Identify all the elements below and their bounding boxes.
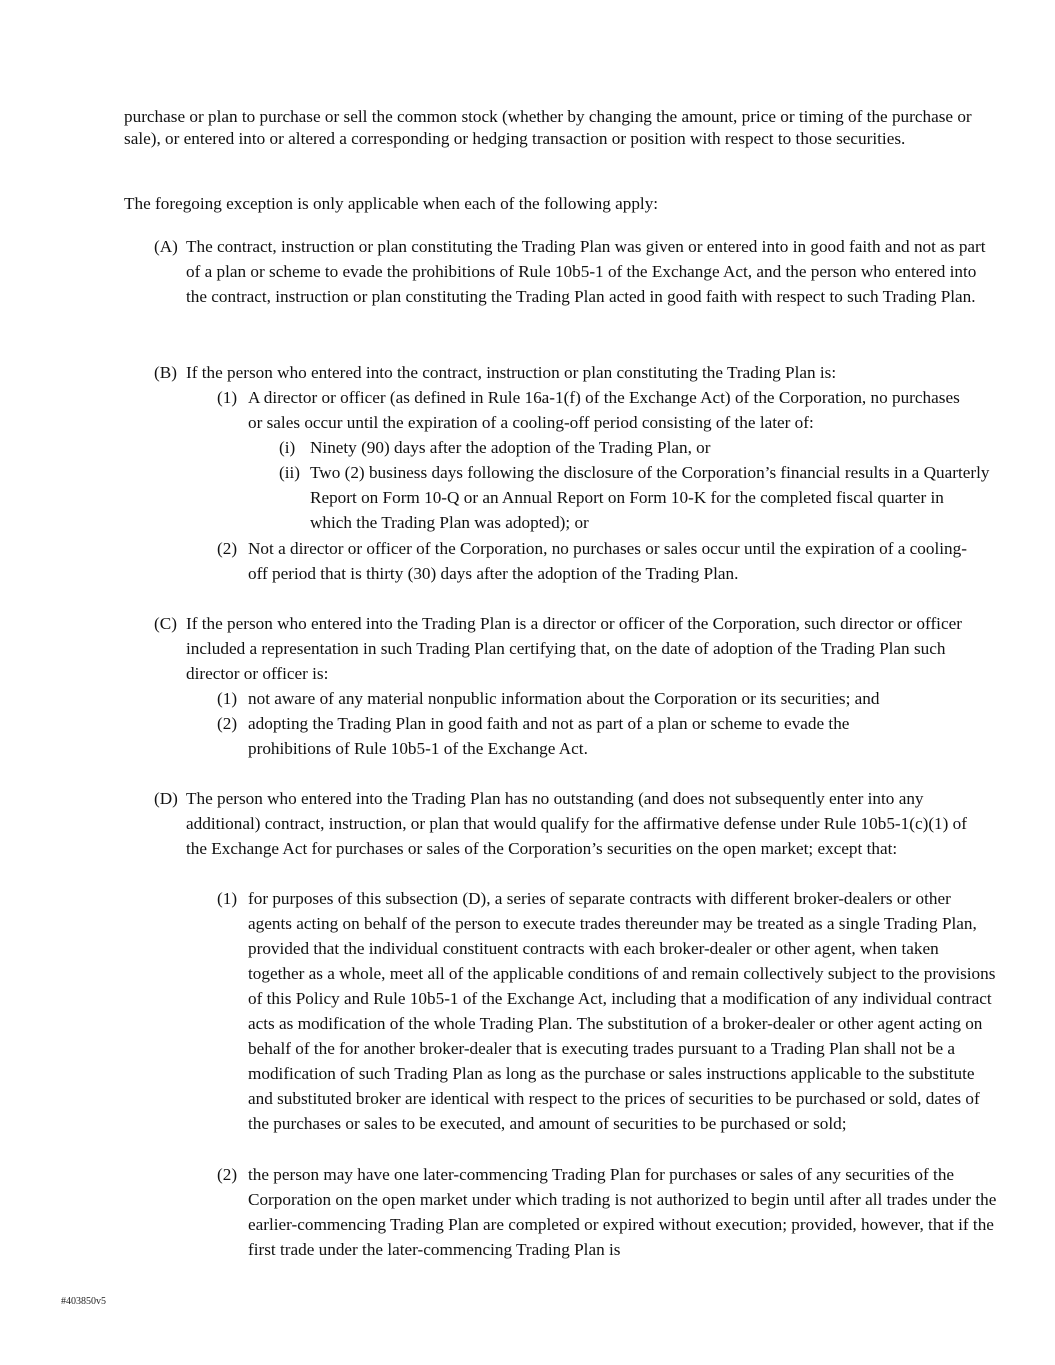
condition-c-item-2 [217, 711, 928, 761]
condition-a [154, 234, 998, 309]
condition-b-subitem-ii-label: (ii) [279, 463, 300, 482]
condition-b-subitem-i-text: Ninety (90) days after the adoption of the Trading Plan, or [310, 438, 711, 457]
condition-c [154, 611, 998, 686]
condition-c-item-1 [217, 686, 998, 711]
condition-b-text: If the person who entered into the contract, instruction or plan constituting the Trading Plan is: [186, 363, 837, 382]
condition-b-item-1 [217, 385, 978, 435]
condition-d-item-2-text: the person may have one later-commencing Trading Plan for purchases or sales of any securities of the Corporation on the open market under which trading is not authorized to begin until after all trades under the earlier-commencing Trading Plan are completed or expired without execution; provided, however, that if the first trade under the later-commencing Trading Plan is [248, 1165, 997, 1259]
condition-c-item-2-text: adopting the Trading Plan in good faith and not as part of a plan or scheme to evade the prohibitions of Rule 10b5-1 of the Exchange Act. [248, 714, 850, 758]
condition-b-item-2-label: (2) [217, 539, 238, 558]
condition-b-item-2-text: Not a director or officer of the Corporation, no purchases or sales occur until the expiration of a cooling-off period that is thirty (30) days after the adoption of the Trading Plan. [248, 539, 967, 583]
intro-paragraph: purchase or plan to purchase or sell the common stock (whether by changing the amount, price or timing of the purchase or sale), or entered into or altered a corresponding or hedging transaction or position with respect to those securities. [124, 107, 972, 148]
condition-c-label: (C) [154, 614, 177, 633]
condition-d-item-2-label: (2) [217, 1165, 238, 1184]
condition-b-item-1-text: A director or officer (as defined in Rule 16a-1(f) of the Exchange Act) of the Corporation, no purchases or sales occur until the expiration of a cooling-off period consisting of the later of: [248, 388, 960, 432]
document-id-footer: #403850v5 [61, 1296, 106, 1307]
condition-d [154, 786, 986, 861]
condition-d-item-1-label: (1) [217, 889, 238, 908]
condition-b [154, 360, 998, 385]
condition-b-subitem-ii-text: Two (2) business days following the disclosure of the Corporation’s financial results in a Quarterly Report on Form 10-Q or an Annual Report on Form 10-K for the completed fiscal quarter in which the Trading Plan was adopted); or [310, 463, 990, 532]
condition-d-text: The person who entered into the Trading Plan has no outstanding (and does not subsequently enter into any additional) contract, instruction, or plan that would qualify for the affirmative defense under Rule 10b5-1(c)(1) of the Exchange Act for purchases or sales of the Corporation’s securities on the open market; except that: [186, 789, 967, 858]
condition-d-item-1 [217, 886, 998, 1136]
condition-a-label: (A) [154, 237, 178, 256]
exception-intro: The foregoing exception is only applicable when each of the following apply: [124, 194, 659, 213]
condition-c-item-2-label: (2) [217, 714, 238, 733]
condition-b-subitem-i-label: (i) [279, 438, 296, 457]
condition-b-subitem-i [279, 435, 990, 460]
condition-c-item-1-text: not aware of any material nonpublic information about the Corporation or its securities; and [248, 689, 880, 708]
condition-b-item-1-label: (1) [217, 388, 238, 407]
condition-c-item-1-label: (1) [217, 689, 238, 708]
condition-d-item-2 [217, 1162, 998, 1262]
condition-b-label: (B) [154, 363, 177, 382]
condition-b-item-2 [217, 536, 984, 586]
condition-a-text: The contract, instruction or plan constituting the Trading Plan was given or entered into in good faith and not as part of a plan or scheme to evade the prohibitions of Rule 10b5-1 of the Exchange Act, and the person who entered into the contract, instruction or plan constituting the Trading Plan acted in good faith with respect to such Trading Plan. [186, 237, 986, 306]
condition-b-subitem-ii [279, 460, 990, 535]
condition-c-text: If the person who entered into the Trading Plan is a director or officer of the Corporation, such director or officer included a representation in such Trading Plan certifying that, on the date of adoption of the Trading Plan such director or officer is: [186, 614, 962, 683]
condition-d-label: (D) [154, 789, 178, 808]
condition-d-item-1-text: for purposes of this subsection (D), a series of separate contracts with different broker-dealers or other agents acting on behalf of the person to execute trades thereunder may be treated as a single Trading Plan, provided that the individual constituent contracts with each broker-dealer or other agent, when taken together as a whole, meet all of the applicable conditions of and remain collectively subject to the provisions of this Policy and Rule 10b5-1 of the Exchange Act, including that a modification of any individual contract acts as modification of the whole Trading Plan. The substitution of a broker-dealer or other agent acting on behalf of the for another broker-dealer that is executing trades pursuant to a Trading Plan shall not be a modification of such Trading Plan as long as the purchase or sales instructions applicable to the substitute and substituted broker are identical with respect to the prices of securities to be purchased or sold, dates of the purchases or sales to be executed, and amount of securities to be purchased or sold; [248, 889, 996, 1133]
